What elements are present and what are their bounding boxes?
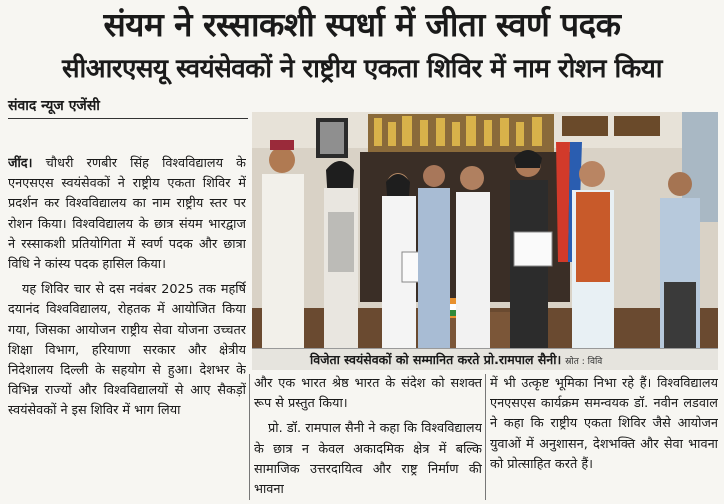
headline: संयम ने रस्साकशी स्पर्धा में जीता स्वर्ण पदक — [103, 5, 621, 44]
article-column-middle — [254, 374, 482, 500]
dateline: जींद। — [8, 156, 33, 171]
caption-source: स्रोत : विवि — [565, 357, 603, 367]
article-paragraph-1 — [8, 154, 246, 275]
news-agency: संवाद न्यूज एजेंसी — [8, 98, 100, 114]
paragraph-1-text: चौधरी रणबीर सिंह विश्वविद्यालय के एनएसएस स्वयंसेवकों ने राष्ट्रीय एकता शिविर में प्रदर्शन कर विश्वविद्यालय का नाम राष्ट्रीय स्तर पर रोशन किया। विश्वविद्यालय के छात्र संयम भारद्वाज ने रस्साकशी प्रतियोगिता में स्वर्ण पदक और छात्रा विधि ने कांस्य पदक हासिल किया। — [8, 156, 246, 273]
article-paragraph-3: और एक भारत श्रेष्ठ भारत के संदेश को सशक्त रूप से प्रस्तुत किया। — [254, 376, 482, 412]
column-rule-2 — [485, 374, 486, 500]
caption-text: विजेता स्वयंसेवकों को सम्मानित करते प्रो.रामपाल सैनी। — [310, 352, 562, 367]
subheadline: सीआरएसयू स्वयंसेवकों ने राष्ट्रीय एकता शिविर में नाम रोशन किया — [61, 54, 663, 84]
article-paragraph-5: में भी उत्कृष्ट भूमिका निभा रहे हैं। विश्वविद्यालय एनएसएस कार्यक्रम समन्वयक डॉ. नवीन लडवाल ने कहा कि राष्ट्रीय एकता शिविर जैसे आयोजन युवाओं में अनुशासन, देशभक्ति और सेवा भावना को प्रोत्साहित करते हैं। — [490, 376, 718, 472]
agency-rule — [8, 118, 248, 119]
column-rule-1 — [249, 374, 250, 500]
article-paragraph-2: यह शिविर चार से दस नवंबर 2025 तक महर्षि दयानंद विश्वविद्यालय, रोहतक में आयोजित किया गया, जिसका आयोजन राष्ट्रीय सेवा योजना उच्चतर शिक्षा विभाग, हरियाणा सरकार और क्षेत्रीय निदेशालय दिल्ली के सहयोग से हुआ। देशभर के विभिन्न राज्यों और विश्वविद्यालयों से आए सैकड़ों स्वयंसेवकों ने इस शिविर में भाग लिया — [8, 282, 246, 419]
article-paragraph-4: प्रो. डॉ. रामपाल सैनी ने कहा कि विश्वविद्यालय के छात्र न केवल अकादमिक क्षेत्र में बल्कि सामाजिक उत्तरदायित्व और राष्ट्र निर्माण की भावना — [254, 421, 482, 498]
photo-caption — [252, 348, 718, 370]
photo-illustration — [252, 112, 718, 348]
news-photo — [252, 112, 718, 348]
article-column-left — [8, 154, 246, 500]
article-column-right — [490, 374, 718, 500]
